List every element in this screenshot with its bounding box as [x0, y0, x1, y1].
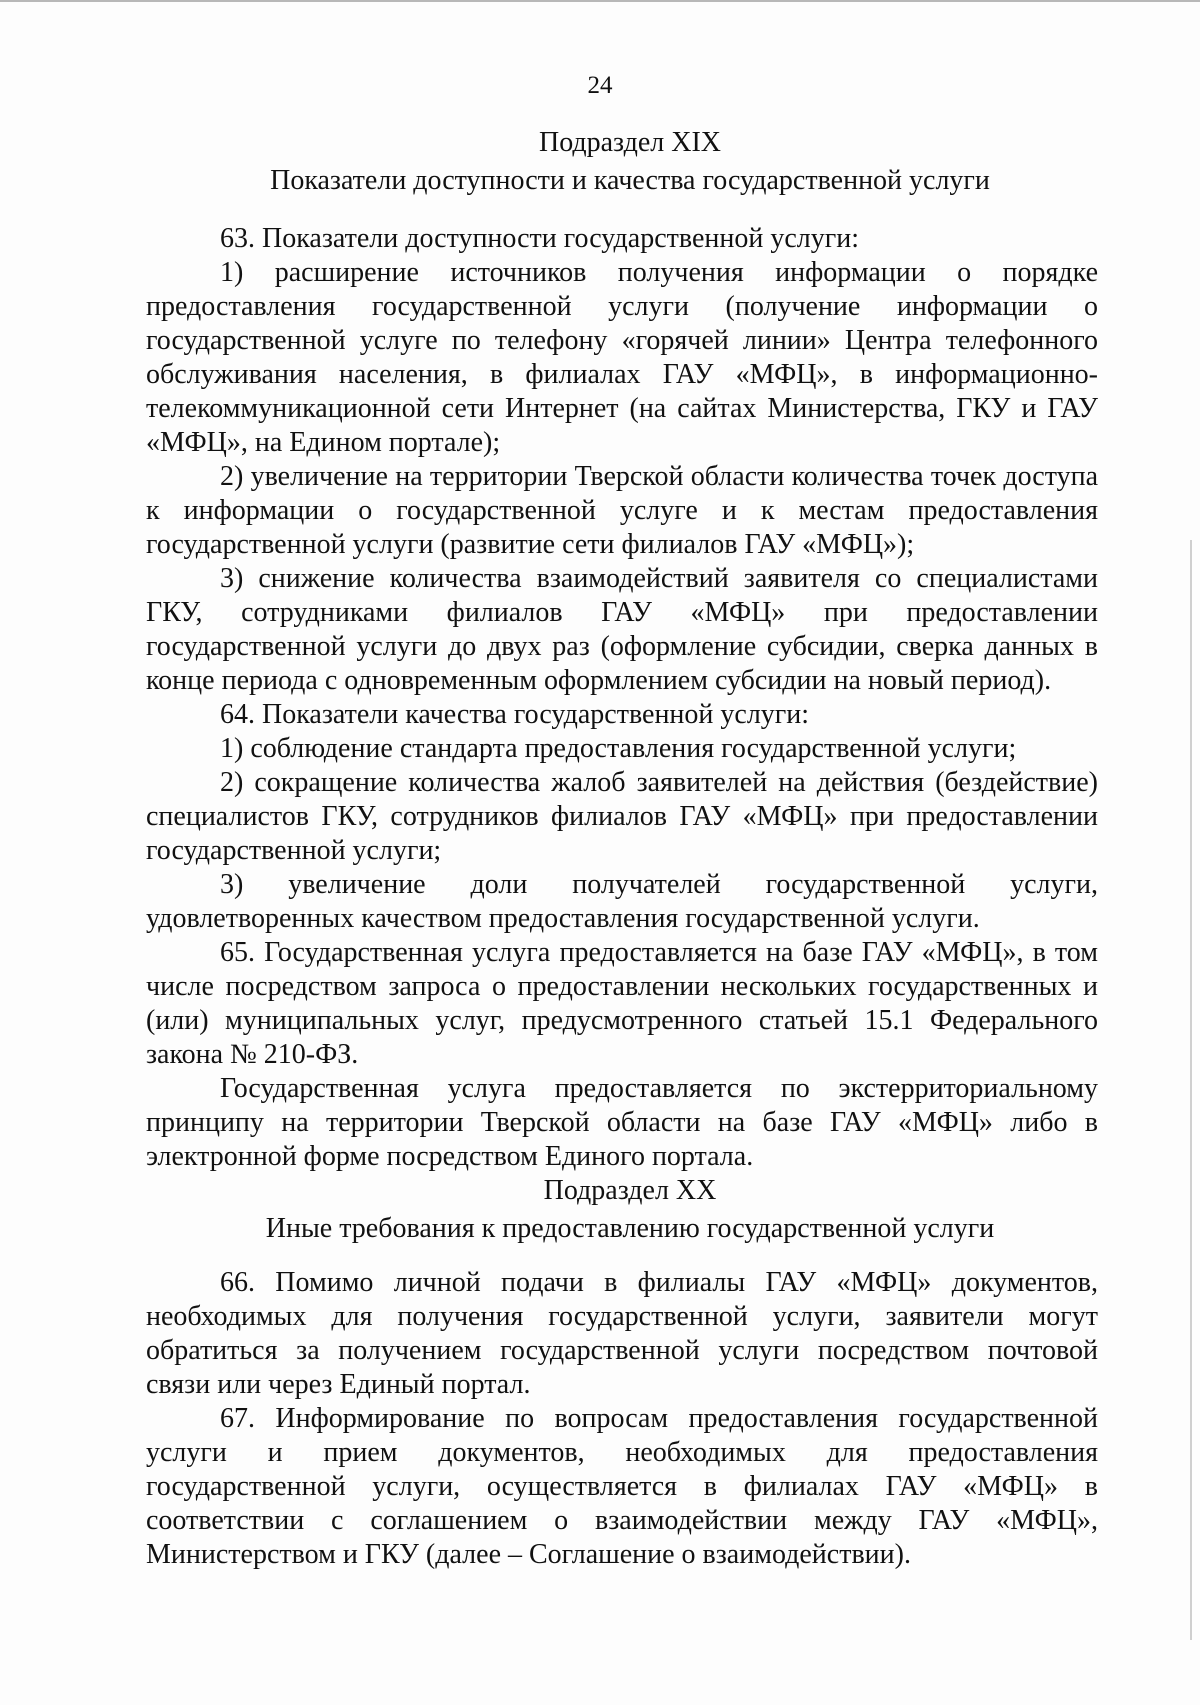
subsection-19-body: [146, 222, 1098, 1174]
subsection-20-body: [146, 1266, 1098, 1572]
scan-edge-right: [1190, 540, 1192, 1640]
subsection-19-label: Подраздел XIX: [538, 127, 722, 158]
paragraph: 1) соблюдение стандарта предоставления государственной услуги;: [220, 733, 1017, 764]
scan-edge-top: [0, 0, 1200, 2]
subsection-19-title: Показатели доступности и качества государственной услуги: [270, 165, 990, 196]
paragraph: 3) увеличение доли получателей государственной услуги, удовлетворенных качеством предоставления государственной услуги.: [146, 869, 1098, 934]
paragraph: 2) сокращение количества жалоб заявителей на действия (бездействие) специалистов ГКУ, сотрудников филиалов ГАУ «МФЦ» при предоставлении государственной услуги;: [146, 767, 1098, 866]
paragraph: 1) расширение источников получения информации о порядке предоставления государственной услуги (получение информации о государственной услуге по телефону «горячей линии» Центра телефонного обслуживания населения, в филиалах ГАУ «МФЦ», в информационно-телекоммуникационной сети Интернет (на сайтах Министерства, ГКУ и ГАУ «МФЦ», на Едином портале);: [146, 257, 1098, 458]
paragraph: 63. Показатели доступности государственной услуги:: [220, 223, 859, 254]
subsection-20-label: Подраздел XX: [543, 1175, 717, 1206]
page-number: 24: [587, 72, 613, 99]
paragraph: 66. Помимо личной подачи в филиалы ГАУ «МФЦ» документов, необходимых для получения государственной услуги, заявители могут обратиться за получением государственной услуги посредством почтовой связи или через Единый портал.: [146, 1267, 1098, 1400]
paragraph: 67. Информирование по вопросам предоставления государственной услуги и прием документов, необходимых для предоставления государственной услуги, осуществляется в филиалах ГАУ «МФЦ» в соответствии с соглашением о взаимодействии между ГАУ «МФЦ», Министерством и ГКУ (далее – Соглашение о взаимодействии).: [146, 1403, 1098, 1570]
paragraph: 2) увеличение на территории Тверской области количества точек доступа к информации о государственной услуге и к местам предоставления государственной услуги (развитие сети филиалов ГАУ «МФЦ»);: [146, 461, 1098, 560]
paragraph: Государственная услуга предоставляется по экстерриториальному принципу на территории Тверской области на базе ГАУ «МФЦ» либо в электронной форме посредством Единого портала.: [146, 1073, 1098, 1172]
subsection-20-title: Иные требования к предоставлению государственной услуги: [265, 1213, 995, 1244]
paragraph: 65. Государственная услуга предоставляется на базе ГАУ «МФЦ», в том числе посредством запроса о предоставлении нескольких государственных и (или) муниципальных услуг, предусмотренного статьей 15.1 Федерального закона № 210-ФЗ.: [146, 937, 1098, 1070]
paragraph: 64. Показатели качества государственной услуги:: [220, 699, 810, 730]
paragraph: 3) снижение количества взаимодействий заявителя со специалистами ГКУ, сотрудниками филиалов ГАУ «МФЦ» при предоставлении государственной услуги до двух раз (оформление субсидии, сверка данных в конце периода с одновременным оформлением субсидии на новый период).: [146, 563, 1098, 696]
subsection-19-heading: [0, 124, 1200, 200]
subsection-20-heading: [0, 1172, 1200, 1248]
